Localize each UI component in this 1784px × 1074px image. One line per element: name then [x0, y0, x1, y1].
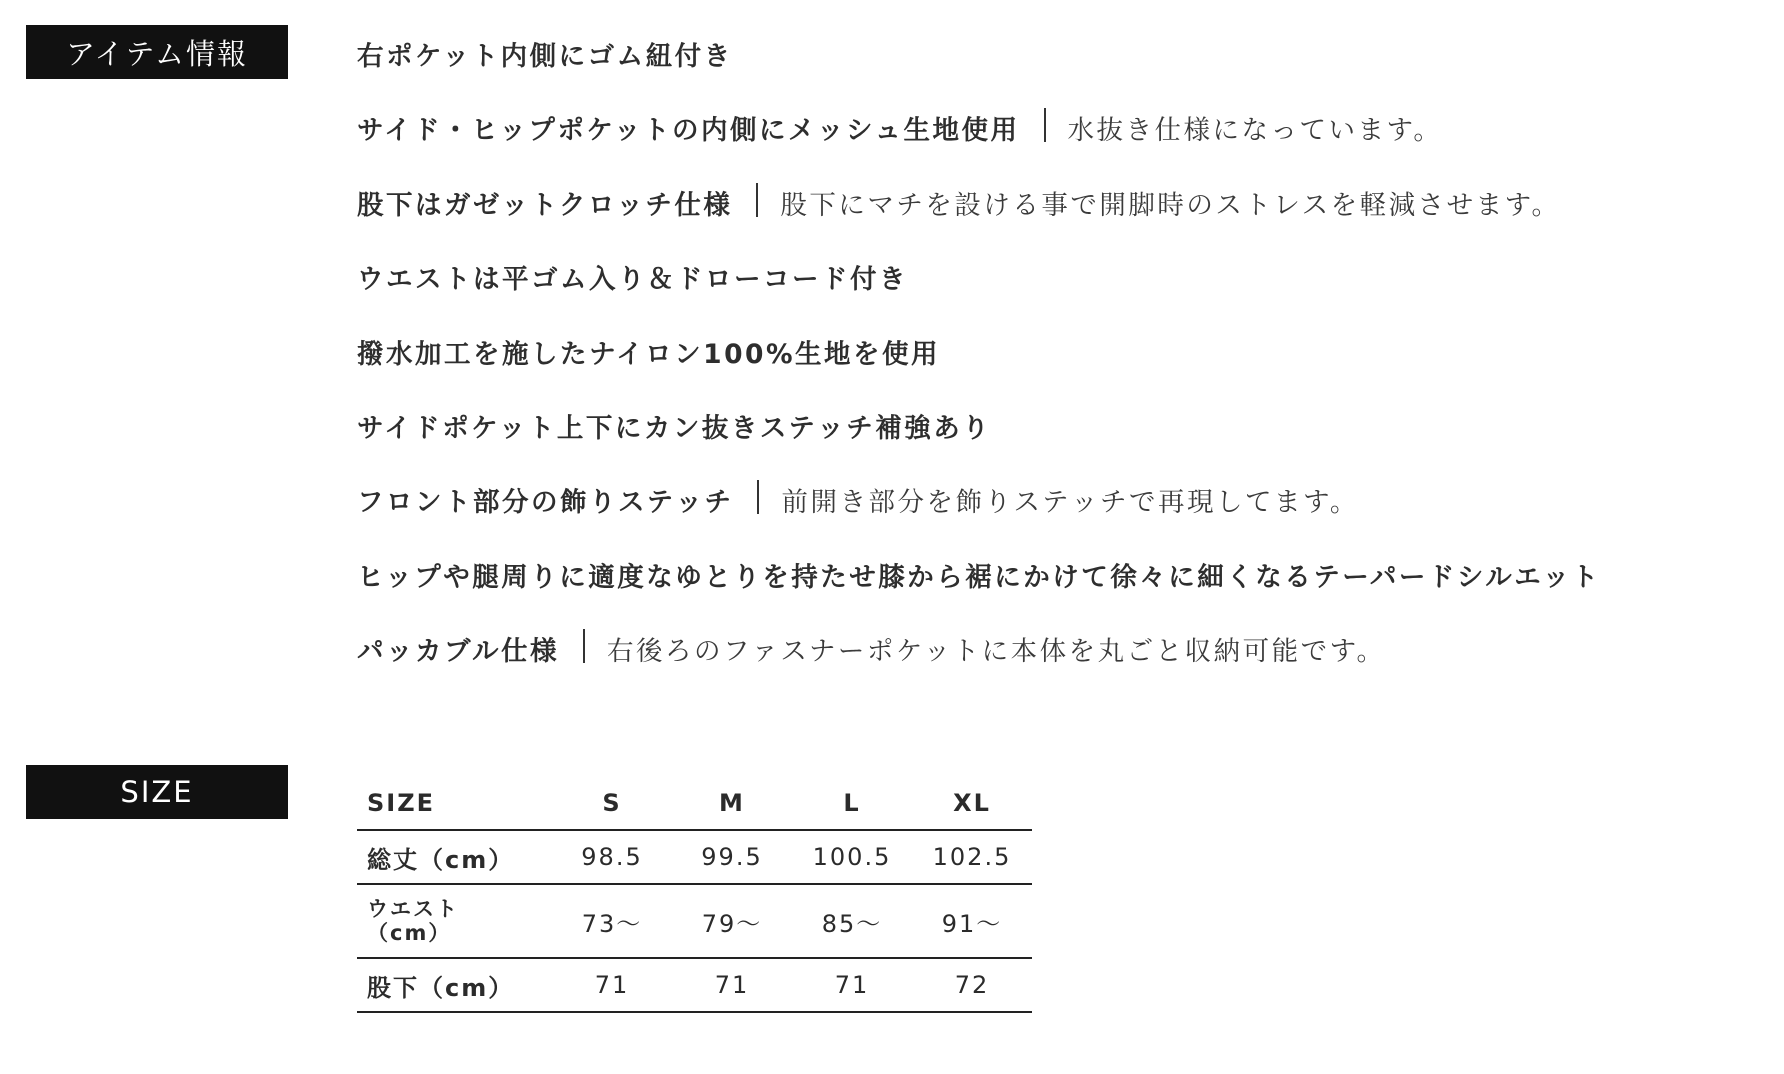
feature-desc: 右後ろのファスナーポケットに本体を丸ごと収納可能です。 [606, 636, 1386, 668]
size-table [357, 776, 1032, 1013]
table-cell: 99.5 [672, 830, 792, 884]
row-label: 総丈（cm） [357, 830, 552, 884]
table-cell: 72 [912, 958, 1032, 1012]
table-header-row [357, 776, 1032, 830]
table-row [357, 958, 1032, 1012]
table-cell: 98.5 [552, 830, 672, 884]
table-header-cell: SIZE [357, 776, 552, 830]
feature-item [357, 471, 1767, 545]
separator [757, 480, 759, 514]
feature-title: 撥水加工を施したナイロン100%生地を使用 [357, 338, 941, 370]
table-cell: 100.5 [792, 830, 912, 884]
feature-item [357, 323, 1767, 397]
feature-item [357, 620, 1767, 694]
table-header-cell: L [792, 776, 912, 830]
table-cell: 85〜 [792, 884, 912, 958]
feature-title: ヒップや腿周りに適度なゆとりを持たせ膝から裾にかけて徐々に細くなるテーパードシルエット [357, 561, 1601, 593]
row-label-line2: （cm） [367, 921, 452, 945]
row-label-line1: ウエスト [367, 897, 459, 921]
feature-title: ウエストは平ゴム入り＆ドローコード付き [357, 264, 908, 296]
table-cell: 73〜 [552, 884, 672, 958]
table-header-cell: S [552, 776, 672, 830]
feature-item [357, 248, 1767, 322]
feature-title: 右ポケット内側にゴム紐付き [357, 41, 733, 72]
feature-list [357, 25, 1767, 695]
feature-title: 股下はガゼットクロッチ仕様 [357, 189, 733, 221]
feature-title: サイドポケット上下にカン抜きステッチ補強あり [357, 412, 992, 444]
table-cell: 79〜 [672, 884, 792, 958]
table-cell: 91〜 [912, 884, 1032, 958]
feature-item [357, 174, 1767, 248]
table-row [357, 830, 1032, 884]
separator [583, 629, 585, 663]
table-header-cell: M [672, 776, 792, 830]
feature-title: パッカブル仕様 [357, 636, 559, 668]
table-header-cell: XL [912, 776, 1032, 830]
table-cell: 71 [552, 958, 672, 1012]
feature-desc: 股下にマチを設ける事で開脚時のストレスを軽減させます。 [780, 189, 1561, 221]
feature-item [357, 99, 1767, 173]
table-cell: 71 [792, 958, 912, 1012]
table-row [357, 884, 1032, 958]
item-info-label [26, 25, 288, 79]
feature-title: サイド・ヒップポケットの内側にメッシュ生地使用 [357, 115, 1020, 147]
feature-item [357, 25, 1767, 99]
item-info-label-text: アイテム情報 [66, 36, 248, 71]
separator [756, 183, 758, 217]
separator [1044, 108, 1046, 142]
size-label-text: SIZE [120, 775, 194, 809]
feature-title: フロント部分の飾りステッチ [357, 487, 734, 519]
feature-desc: 水抜き仕様になっています。 [1067, 115, 1443, 147]
row-label: 股下（cm） [357, 958, 552, 1012]
table-cell: 71 [672, 958, 792, 1012]
feature-item [357, 546, 1767, 620]
feature-desc: 前開き部分を飾りステッチで再現してます。 [781, 487, 1359, 519]
feature-item [357, 397, 1767, 471]
table-cell: 102.5 [912, 830, 1032, 884]
row-label [357, 884, 552, 958]
size-label [26, 765, 288, 819]
